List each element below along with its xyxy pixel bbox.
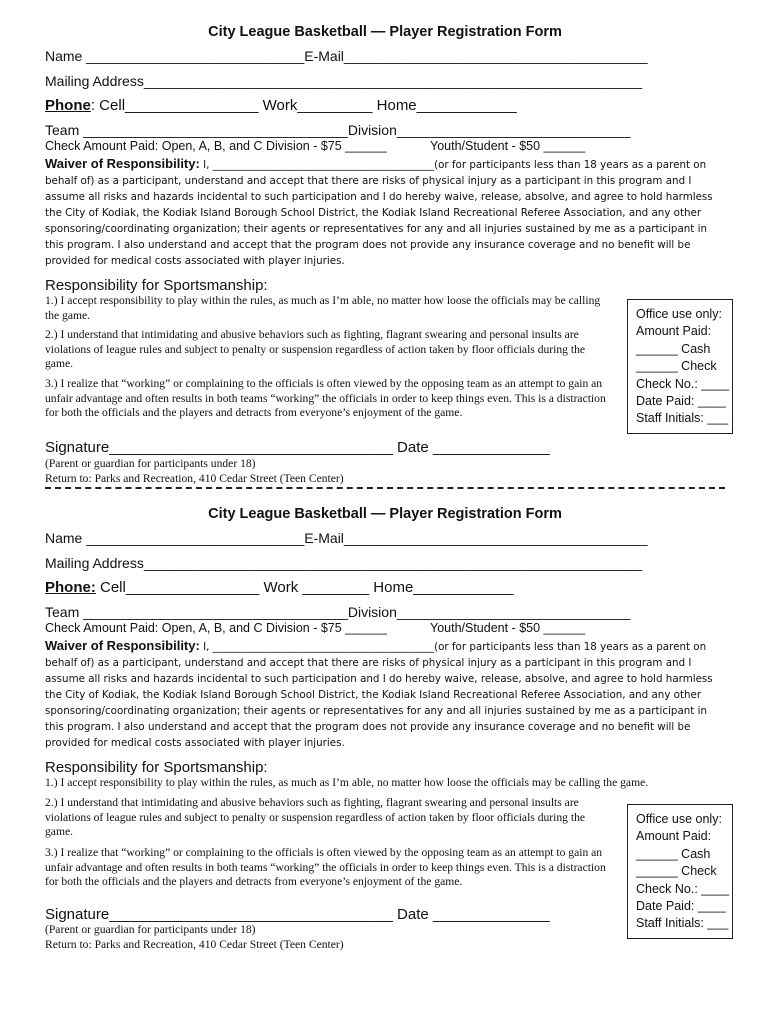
sportsmanship-item-2: 2.) I understand that intimidating and abusive behaviors such as fighting, flagrant swearing and personal insults are violations of league rules and subject to penalty or suspension regardless of action taken by floor officials during the game.	[45, 796, 586, 838]
sportsmanship-heading: Responsibility for Sportsmanship:	[45, 759, 268, 776]
mailing-address-field[interactable]: Mailing Address________________________________________________________________	[45, 73, 643, 89]
waiver-paragraph	[45, 638, 725, 751]
office-title: Office use only:	[636, 307, 722, 321]
phone-row[interactable]: Phone: Cell________________ Work_________ Home____________	[45, 97, 517, 114]
phone-label: Phone:	[45, 579, 96, 596]
signature-date-field[interactable]: Signature__________________________________ Date ______________	[45, 439, 550, 456]
office-check[interactable]: ______ Check	[636, 864, 717, 879]
cut-line	[45, 487, 725, 489]
office-cash[interactable]: ______ Cash	[636, 341, 711, 356]
sportsmanship-item-3: 3.) I realize that “working” or complaining to the officials is often viewed by the opposing team as an attempt to gain an unfair advantage and often results in both teams “working” the officials in order to keep things even. This is a distraction for both the officials and the players and detracts from everyone’s enjoyment of the game.	[45, 846, 606, 888]
guardian-note: (Parent or guardian for participants under 18)	[45, 923, 256, 936]
office-amount-paid: Amount Paid:	[636, 324, 712, 339]
office-check-no[interactable]: Check No.: ____	[636, 376, 730, 391]
office-cash[interactable]: ______ Cash	[636, 846, 711, 861]
office-use-box	[627, 299, 733, 434]
name-email-field[interactable]: Name ____________________________E-Mail_______________________________________	[45, 530, 648, 546]
team-division-field[interactable]: Team __________________________________Division______________________________	[45, 604, 631, 620]
signature-date-field[interactable]: Signature__________________________________ Date ______________	[45, 906, 550, 923]
mailing-address-field[interactable]: Mailing Address________________________________________________________________	[45, 555, 643, 571]
office-title: Office use only:	[636, 812, 722, 826]
return-note: Return to: Parks and Recreation, 410 Cedar Street (Teen Center)	[45, 938, 344, 951]
office-date-paid[interactable]: Date Paid: ____	[636, 899, 726, 914]
form-title: City League Basketball — Player Registration Form	[208, 506, 562, 522]
check-amount-adult[interactable]: Check Amount Paid: Open, A, B, and C Division - $75 ______	[45, 139, 387, 153]
waiver-label: Waiver of Responsibility:	[45, 156, 200, 171]
check-amount-youth[interactable]: Youth/Student - $50 ______	[430, 621, 586, 635]
sportsmanship-item-1: 1.) I accept responsibility to play within the rules, as much as I’m able, no matter how loose the officials may be calling the game.	[45, 294, 601, 322]
name-email-field[interactable]: Name ____________________________E-Mail_______________________________________	[45, 48, 648, 64]
form-title: City League Basketball — Player Registration Form	[208, 24, 562, 40]
office-check[interactable]: ______ Check	[636, 359, 717, 374]
sportsmanship-item-1: 1.) I accept responsibility to play within the rules, as much as I’m able, no matter how loose the officials may be calling the game.	[45, 776, 649, 789]
office-amount-paid: Amount Paid:	[636, 829, 712, 844]
office-date-paid[interactable]: Date Paid: ____	[636, 394, 726, 409]
check-amount-youth[interactable]: Youth/Student - $50 ______	[430, 139, 586, 153]
team-division-field[interactable]: Team __________________________________Division______________________________	[45, 122, 631, 138]
office-staff-initials[interactable]: Staff Initials: ___	[636, 916, 729, 931]
waiver-text: I, ___________________________________________(or for participants less than 18 years as a parent on behalf of) as a participant, understand and accept that there are risks of physical injury as a participant in this program and I assume all risks and hazards incidental to such participation and I do hereby waive, release, absolve, and agree to hold harmless the City of Kodiak, the Kodiak Island Borough School District, the Kodiak Island Recreational Referee Association, and any other sponsoring/coordinating organization; their agents or representatives for any and all injuries sustained by me as a participant in this program. I also understand and accept that the program does not provide any insurance coverage and no benefit will be provided for medical costs associated with player injuries.	[45, 641, 713, 749]
office-use-box	[627, 804, 733, 939]
waiver-paragraph	[45, 156, 725, 269]
waiver-text: I, ___________________________________________(or for participants less than 18 years as a parent on behalf of) as a participant, understand and accept that there are risks of physical injury as a participant in this program and I assume all risks and hazards incidental to such participation and I do hereby waive, release, absolve, and agree to hold harmless the City of Kodiak, the Kodiak Island Borough School District, the Kodiak Island Recreational Referee Association, and any other sponsoring/coordinating organization; their agents or representatives for any and all injuries sustained by me as a participant in this program. I also understand and accept that the program does not provide any insurance coverage and no benefit will be provided for medical costs associated with player injuries.	[45, 159, 713, 267]
sportsmanship-heading: Responsibility for Sportsmanship:	[45, 277, 268, 294]
check-amount-adult[interactable]: Check Amount Paid: Open, A, B, and C Division - $75 ______	[45, 621, 387, 635]
return-note: Return to: Parks and Recreation, 410 Cedar Street (Teen Center)	[45, 472, 344, 485]
sportsmanship-item-2: 2.) I understand that intimidating and abusive behaviors such as fighting, flagrant swearing and personal insults are violations of league rules and subject to penalty or suspension regardless of action taken by floor officials during the game.	[45, 328, 586, 370]
phone-row[interactable]	[45, 579, 513, 596]
office-check-no[interactable]: Check No.: ____	[636, 881, 730, 896]
phone-fields[interactable]: Cell________________ Work_________ Home____________	[95, 97, 517, 114]
guardian-note: (Parent or guardian for participants under 18)	[45, 457, 256, 470]
phone-fields[interactable]: Cell________________ Work ________ Home____________	[95, 579, 514, 596]
phone-label: Phone	[45, 97, 91, 114]
waiver-label: Waiver of Responsibility:	[45, 638, 200, 653]
office-staff-initials[interactable]: Staff Initials: ___	[636, 411, 729, 426]
sportsmanship-item-3: 3.) I realize that “working” or complaining to the officials is often viewed by the opposing team as an attempt to gain an unfair advantage and often results in both teams “working” the officials in order to keep things even. This is a distraction for both the officials and the players and detracts from everyone’s enjoyment of the game.	[45, 377, 606, 419]
